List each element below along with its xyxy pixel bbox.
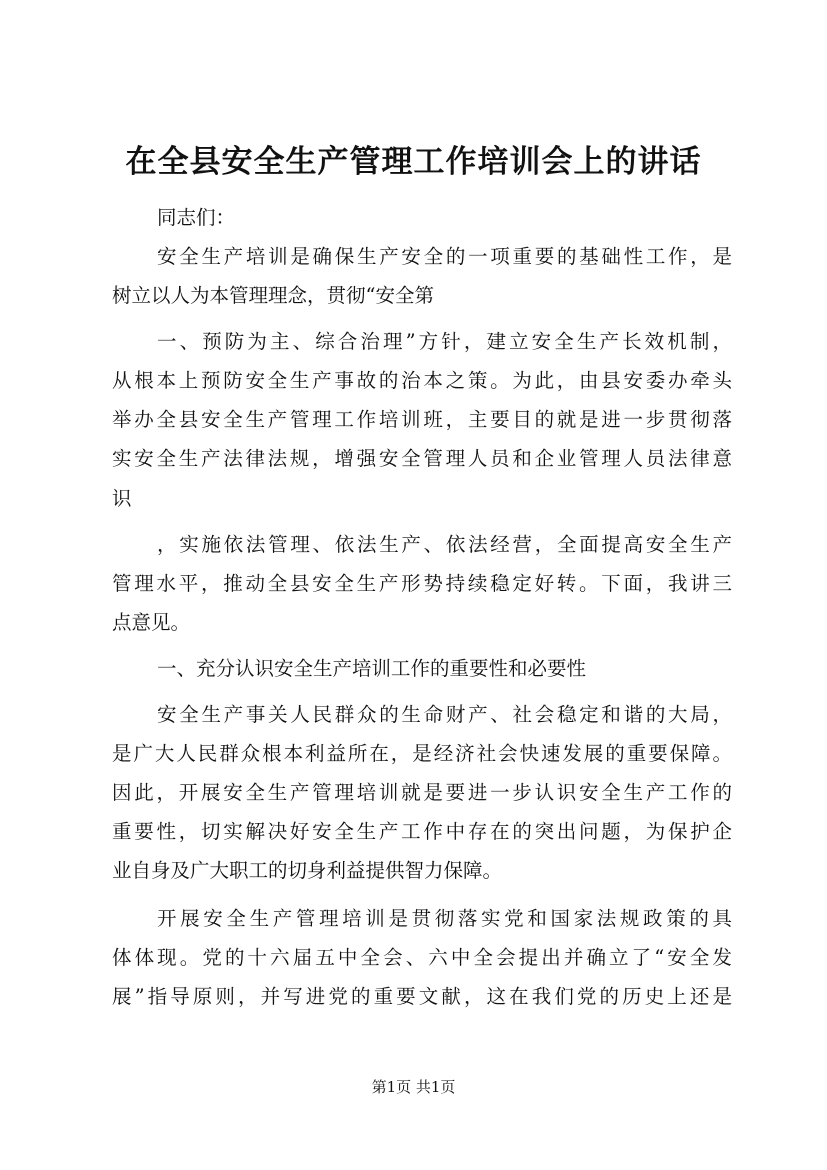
paragraph-line: 一、预防为主、综合治理”方针，建立安全生产长效机制， [157, 330, 732, 353]
paragraph-line: 业自身及广大职工的切身利益提供智力保障。 [112, 859, 503, 882]
salutation: 同志们： [157, 206, 236, 229]
paragraph-line: 识 [112, 487, 132, 510]
paragraph-line: 点意见。 [112, 611, 191, 634]
paragraph-line: 管理水平，推动全县安全生产形势持续稳定好转。下面，我讲三 [112, 572, 732, 595]
page-footer: 第1页 共1页 [371, 1078, 456, 1096]
paragraph-line: 因此，开展安全生产管理培训就是要进一步认识安全生产工作的 [112, 781, 732, 804]
section-heading: 一、充分认识安全生产培训工作的重要性和必要性 [157, 657, 587, 680]
paragraph-line: ，实施依法管理、依法生产、依法经营，全面提高安全生产 [157, 533, 732, 556]
paragraph-line: 从根本上预防安全生产事故的治本之策。为此，由县安委办牵头 [112, 369, 732, 392]
paragraph-line: 体体现。党的十六届五中全会、六中全会提出并确立了“安全发 [112, 946, 732, 969]
paragraph-line: 重要性，切实解决好安全生产工作中存在的突出问题，为保护企 [112, 820, 732, 843]
paragraph-line: 是广大人民群众根本利益所在，是经济社会快速发展的重要保障。 [112, 742, 732, 765]
paragraph-line: 展”指导原则，并写进党的重要文献，这在我们党的历史上还是 [112, 985, 732, 1008]
paragraph-line: 安全生产培训是确保生产安全的一项重要的基础性工作，是 [157, 245, 732, 268]
paragraph-line: 举办全县安全生产管理工作培训班，主要目的就是进一步贯彻落 [112, 408, 732, 431]
paragraph-line: 开展安全生产管理培训是贯彻落实党和国家法规政策的具 [157, 907, 732, 930]
paragraph-line: 安全生产事关人民群众的生命财产、社会稳定和谐的大局， [157, 703, 732, 726]
paragraph-line: 树立以人为本管理理念，贯彻“安全第 [112, 284, 434, 307]
document-title: 在全县安全生产管理工作培训会上的讲话 [125, 144, 702, 180]
paragraph-line: 实安全生产法律法规，增强安全管理人员和企业管理人员法律意 [112, 447, 732, 470]
